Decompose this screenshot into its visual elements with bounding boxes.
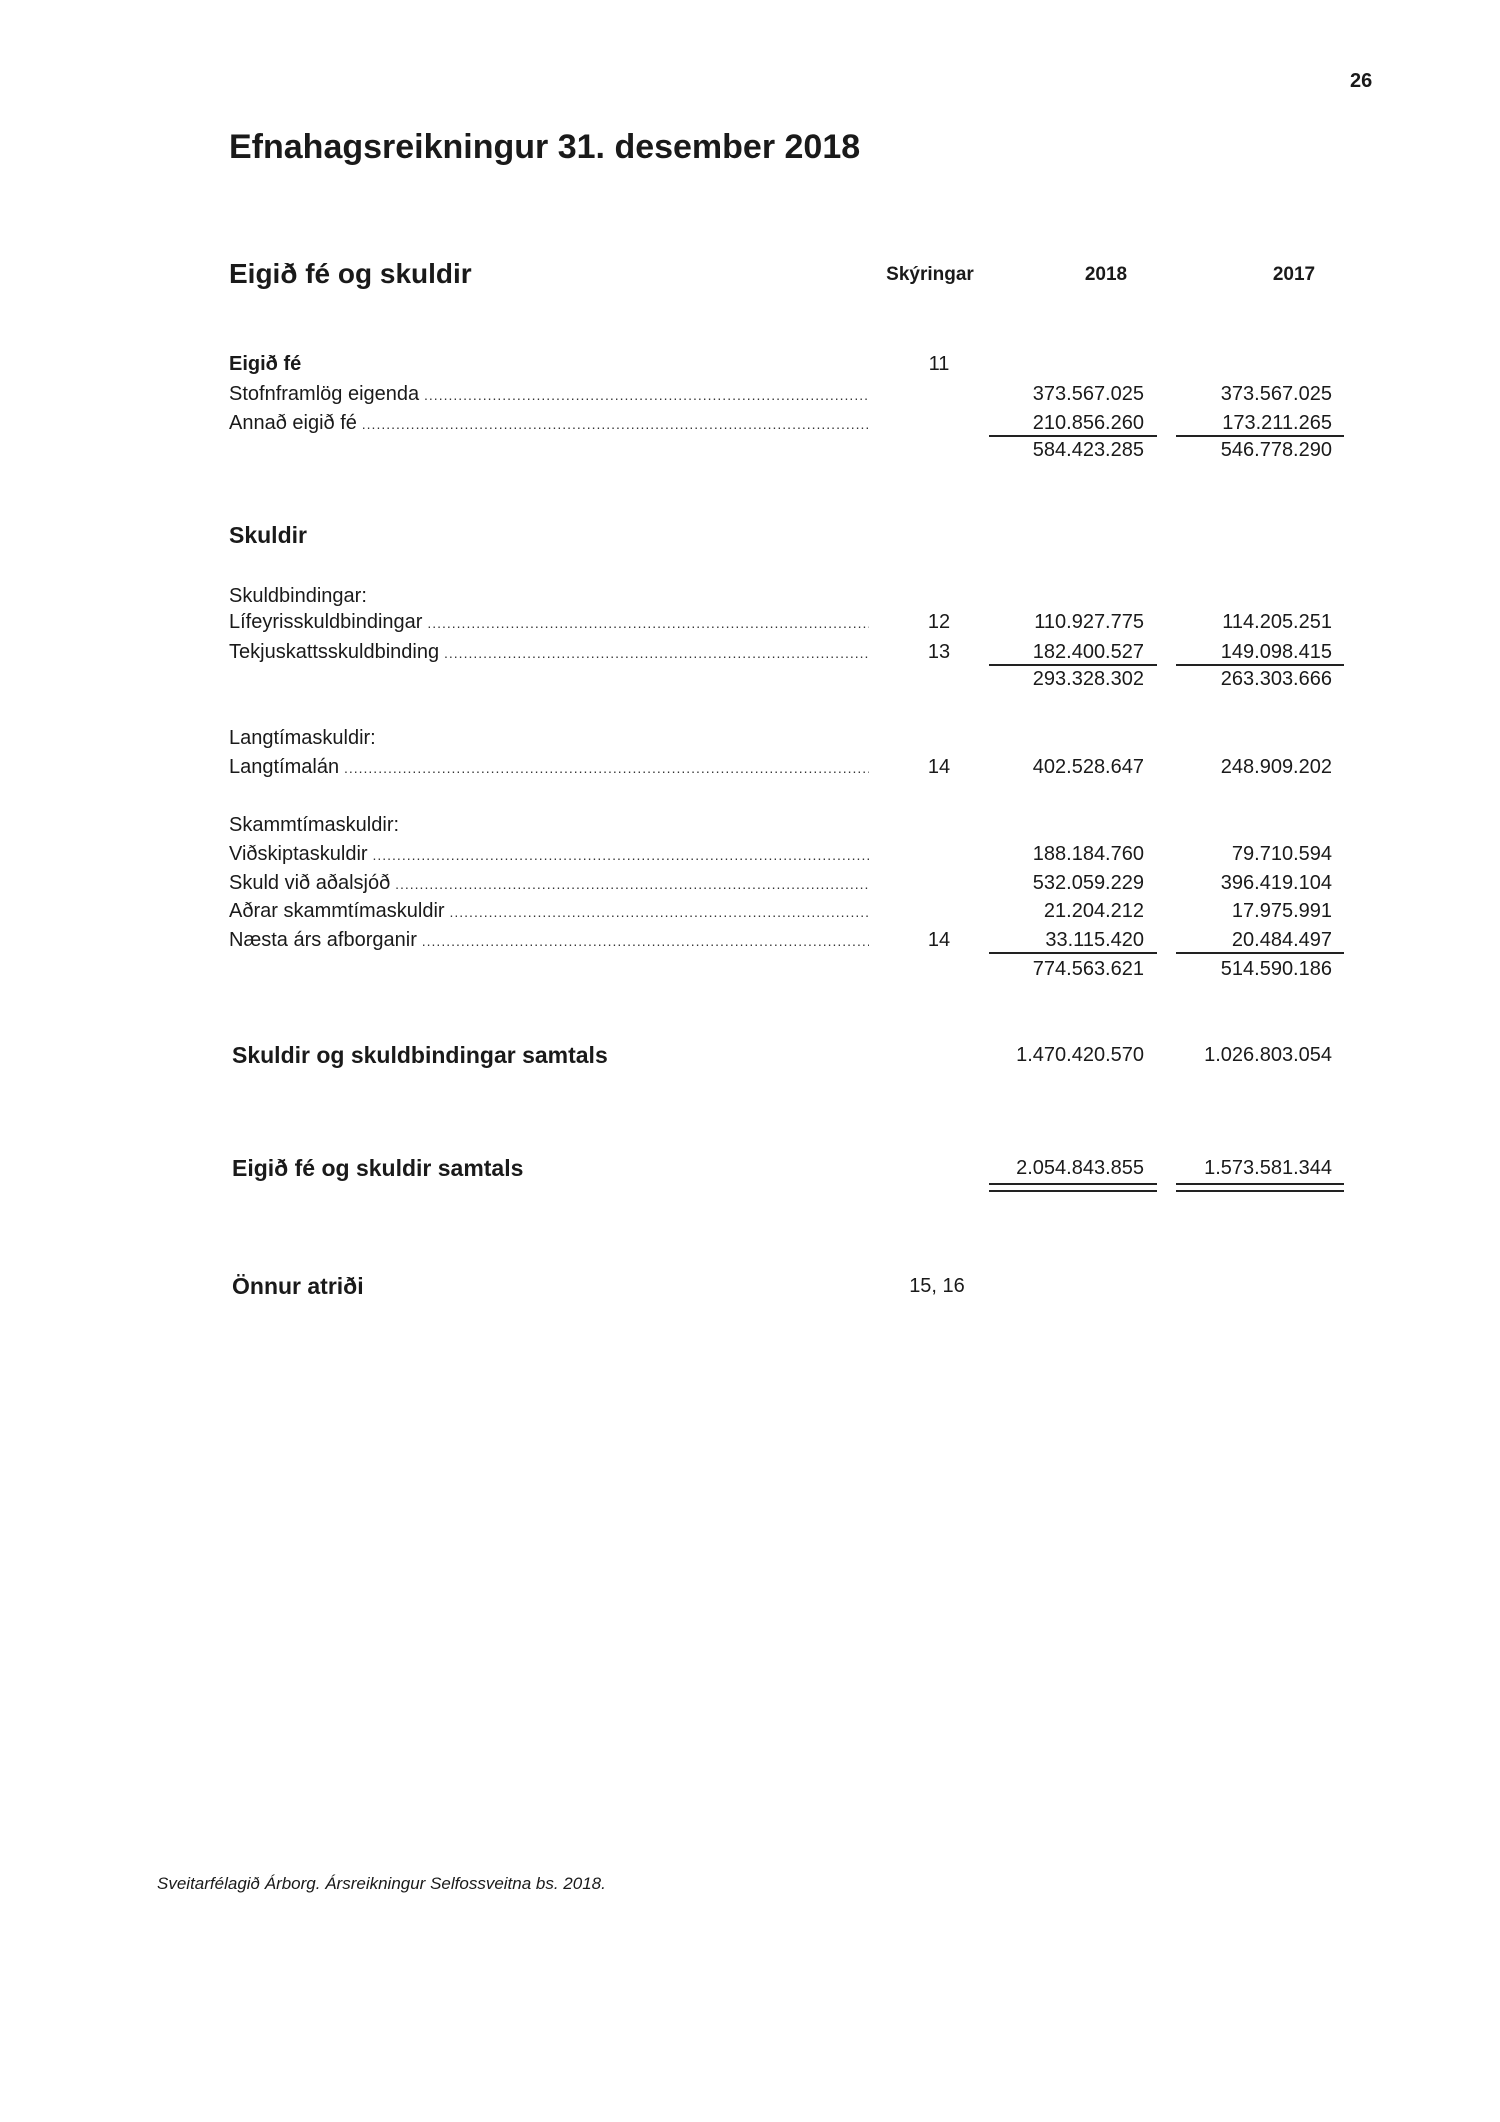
subtotal-rule — [989, 952, 1157, 954]
value-2017: 396.419.104 — [1220, 872, 1332, 894]
section-title: Eigið fé og skuldir — [229, 258, 472, 289]
row-label: Stofnframlög eigenda ..... — [229, 381, 869, 408]
row-label: Tekjuskattsskuldbinding ..... — [229, 639, 869, 666]
table-row — [229, 609, 1349, 635]
liabilities-heading-row — [229, 522, 1349, 548]
double-rule — [989, 1183, 1157, 1192]
table-row — [229, 381, 1349, 407]
grand-total-label: Eigið fé og skuldir samtals — [232, 1155, 524, 1181]
table-row — [229, 841, 1349, 867]
value-2018: 210.856.260 — [1032, 412, 1144, 434]
table-row — [229, 754, 1349, 780]
subheading-row — [229, 812, 1349, 838]
row-label: Lífeyrisskuldbindingar ..... — [229, 609, 869, 636]
column-header-notes: Skýringar — [886, 264, 974, 285]
short-term-heading: Skammtímaskuldir: — [229, 814, 400, 836]
grand-total-row — [229, 1155, 1349, 1181]
value-2018: 188.184.760 — [1032, 843, 1144, 865]
value-2017: 17.975.991 — [1231, 900, 1332, 922]
value-2017: 20.484.497 — [1231, 929, 1332, 951]
subtotal-2017: 514.590.186 — [1220, 958, 1332, 980]
value-2018: 110.927.775 — [1034, 611, 1144, 633]
equity-heading: Eigið fé — [229, 353, 302, 375]
row-label: Skuld við aðalsjóð ..... — [229, 870, 869, 897]
table-row — [229, 639, 1349, 665]
subtotal-2018: 584.423.285 — [1032, 439, 1144, 461]
column-header-2018: 2018 — [1084, 264, 1128, 285]
value-2017: 149.098.415 — [1220, 641, 1332, 663]
subtotal-row — [229, 956, 1349, 982]
value-2017: 248.909.202 — [1220, 756, 1332, 778]
value-2018: 182.400.527 — [1032, 641, 1144, 663]
long-term-heading: Langtímaskuldir: — [229, 727, 376, 749]
row-label: Langtímalán ..... — [229, 754, 869, 781]
table-row — [229, 898, 1349, 924]
value-2017: 79.710.594 — [1231, 843, 1332, 865]
obligations-heading: Skuldbindingar: — [229, 585, 367, 607]
other-items-label: Önnur atriði — [232, 1273, 364, 1299]
subtotal-rule — [1176, 952, 1344, 954]
value-2018: 532.059.229 — [1032, 872, 1144, 894]
row-label: Viðskiptaskuldir ..... — [229, 841, 869, 868]
liabilities-heading: Skuldir — [229, 522, 307, 548]
subtotal-2017: 546.778.290 — [1220, 439, 1332, 461]
subtotal-2018: 774.563.621 — [1032, 958, 1144, 980]
table-row — [229, 870, 1349, 896]
value-2018: 373.567.025 — [1032, 383, 1144, 405]
column-header-2017: 2017 — [1272, 264, 1316, 285]
equity-heading-row — [229, 351, 1349, 377]
value-2017: 173.211.265 — [1222, 412, 1332, 434]
value-2018: 33.115.420 — [1045, 929, 1144, 951]
subheading-row — [229, 583, 1349, 609]
note-ref: 13 — [927, 641, 951, 663]
total-2017: 1.026.803.054 — [1204, 1044, 1332, 1066]
liabilities-total-label: Skuldir og skuldbindingar samtals — [232, 1042, 608, 1068]
page-number: 26 — [1350, 70, 1373, 92]
page-title: Efnahagsreikningur 31. desember 2018 — [229, 128, 861, 166]
note-ref: 15, 16 — [909, 1275, 965, 1297]
row-label: Annað eigið fé ..... — [229, 410, 869, 437]
liabilities-total-row — [229, 1042, 1349, 1068]
subtotal-row — [229, 437, 1349, 463]
subtotal-2017: 263.303.666 — [1220, 668, 1332, 690]
subtotal-2018: 293.328.302 — [1032, 668, 1144, 690]
subheading-row — [229, 725, 1349, 751]
other-items-row — [229, 1273, 1349, 1299]
footer: Sveitarfélagið Árborg. Ársreikningur Selfossveitna bs. 2018. — [157, 1874, 606, 1893]
grand-total-2017: 1.573.581.344 — [1204, 1157, 1332, 1179]
grand-total-2018: 2.054.843.855 — [1016, 1157, 1144, 1179]
note-ref: 12 — [927, 611, 951, 633]
table-row — [229, 927, 1349, 953]
note-ref: 11 — [928, 353, 950, 375]
value-2018: 402.528.647 — [1032, 756, 1144, 778]
value-2017: 373.567.025 — [1220, 383, 1332, 405]
note-ref: 14 — [927, 756, 951, 778]
value-2018: 21.204.212 — [1043, 900, 1144, 922]
note-ref: 14 — [927, 929, 951, 951]
row-label: Aðrar skammtímaskuldir ..... — [229, 898, 869, 925]
value-2017: 114.205.251 — [1222, 611, 1332, 633]
table-row — [229, 410, 1349, 436]
double-rule — [1176, 1183, 1344, 1192]
subtotal-row — [229, 666, 1349, 692]
total-2018: 1.470.420.570 — [1016, 1044, 1144, 1066]
row-label: Næsta árs afborganir ..... — [229, 927, 869, 954]
